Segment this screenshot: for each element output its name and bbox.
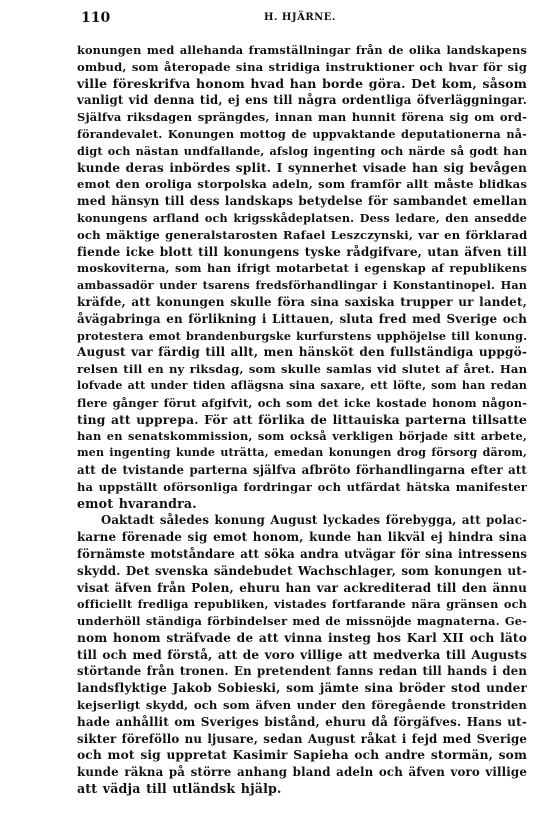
text-line: August var färdig till allt, men hänsköt den fullständiga uppgö- — [77, 345, 527, 360]
text-line: ambassadör under tsarens fredsförhandlingar i Konstantinopel. Han — [77, 278, 527, 293]
text-line: emot den oroliga storpolska adeln, som framför allt måste blidkas — [77, 177, 527, 192]
text-line: han en senatskommission, som också verkligen började sitt arbete, — [77, 429, 527, 444]
paragraph-2 — [77, 512, 527, 798]
text-line: Oaktadt således konung August lyckades förebygga, att polac- — [101, 513, 527, 528]
text-line: Själfva riksdagen sprängdes, innan man hunnit förena sig om ord- — [77, 110, 527, 125]
text-line: åvägabringa en förlikning i Littauen, sluta fred med Sverige och — [77, 311, 527, 326]
text-line: ville föreskrifva honom hvad han borde göra. Det kom, såsom — [77, 75, 527, 91]
page-number: 110 — [81, 10, 111, 26]
text-line: officiellt fredliga republiken, vistades fortfarande nära gränsen och — [77, 597, 527, 612]
text-line: konungens arfland och krigsskådeplatsen. Dess ledare, den ansedde — [77, 210, 527, 225]
text-line: landsflyktige Jakob Sobieski, som jämte sina bröder stod under — [77, 681, 527, 696]
text-line: moskoviterna, som han ifrigt motarbetat i egenskap af republikens — [77, 261, 527, 276]
text-line: visat äfven från Polen, ehuru han var ackrediterad till den ännu — [77, 580, 527, 595]
text-line: digt och nästan undfallande, afslog ingenting och närde så godt han — [77, 143, 528, 158]
paragraph-1 — [77, 42, 527, 512]
text-line: underhöll ständiga förbindelser med de missnöjde magnaterna. Ge- — [77, 614, 527, 629]
text-line: att vädja till utländsk hjälp. — [77, 781, 282, 797]
text-line: ombud, som återopade sina stridiga instruktioner och hvar för sig — [77, 59, 527, 74]
text-line: förnämste motståndare att söka andra utvägar för sina intressens — [77, 546, 528, 561]
text-line: och mäktige generalstarosten Rafael Leszczynski, var en förklarad — [77, 227, 528, 242]
text-line: kunde räkna på större anhang bland adeln och äfven voro villige — [77, 765, 527, 780]
text-line: kräfde, att konungen skulle föra sina saxiska trupper ur landet, — [77, 294, 527, 309]
text-line: lofvade att under tiden aflägsna sina saxare, ett löfte, som han redan — [77, 378, 527, 392]
text-line: ting att upprepa. För att förlika de littauiska parterna tillsatte — [77, 411, 527, 427]
text-line: nom honom sträfvade de att vinna insteg hos Karl XII och läto — [77, 630, 527, 645]
text-line: hade anhållit om Sveriges bistånd, ehuru då förgäfves. Hans ut- — [77, 714, 527, 729]
text-line: relsen till en ny riksdag, som skulle samlas vid slutet af året. Han — [77, 362, 528, 377]
text-line: kejserligt skydd, och som äfven under den föregående tronstriden — [77, 698, 527, 713]
text-line: och mot sig uppretat Kasimir Sapieha och andre stormän, som — [77, 748, 527, 763]
text-line: flere gånger förut afgifvit, och som det icke kostade honom någon- — [77, 395, 527, 410]
text-line: kunde deras inbördes split. I synnerhet visade han sig bevågen — [77, 160, 527, 175]
text-line: förandevalet. Konungen mottog de uppvaktande deputationerna nå- — [77, 126, 527, 141]
text-line: vanligt vid denna tid, ej ens till några ordentliga öfverläggningar. — [77, 93, 527, 108]
text-line: till och med förstå, att de voro villige att medverka till Augusts — [77, 647, 527, 662]
text-line: protestera emot brandenburgske kurfurstens upphöjelse till konung. — [77, 328, 528, 343]
text-line: men ingenting kunde uträtta, emedan konungen drog försorg därom, — [77, 446, 527, 460]
text-line: störtande från tronen. En pretendent fanns redan till hands i den — [77, 664, 527, 679]
book-page — [77, 8, 527, 798]
text-line: skydd. Det svenska sändebudet Wachschlager, som konungen ut- — [77, 563, 527, 578]
text-line: med hänsyn till dess landskaps betydelse för sambandet emellan — [77, 194, 527, 209]
running-header — [77, 8, 527, 30]
text-line: att de tvistande parterna själfva afbröto förhandlingarna efter att — [77, 462, 527, 477]
text-line: karne förenade sig emot honom, kunde han likväl ej hindra sina — [77, 530, 527, 545]
text-line: emot hvarandra. — [77, 495, 197, 511]
text-line: ha uppställt oförsonliga fordringar och utfärdat hätska manifester — [77, 479, 527, 494]
text-line: fiende icke blott till konungens tyske rådgifvare, utan äfven till — [77, 244, 527, 259]
running-header-author: H. HJÄRNE. — [264, 12, 336, 23]
text-line: sikter föreföllo nu ljusare, sedan August råkat i fejd med Sverige — [77, 731, 528, 746]
text-line: konungen med allehanda framställningar från de olika landskapens — [77, 43, 527, 57]
